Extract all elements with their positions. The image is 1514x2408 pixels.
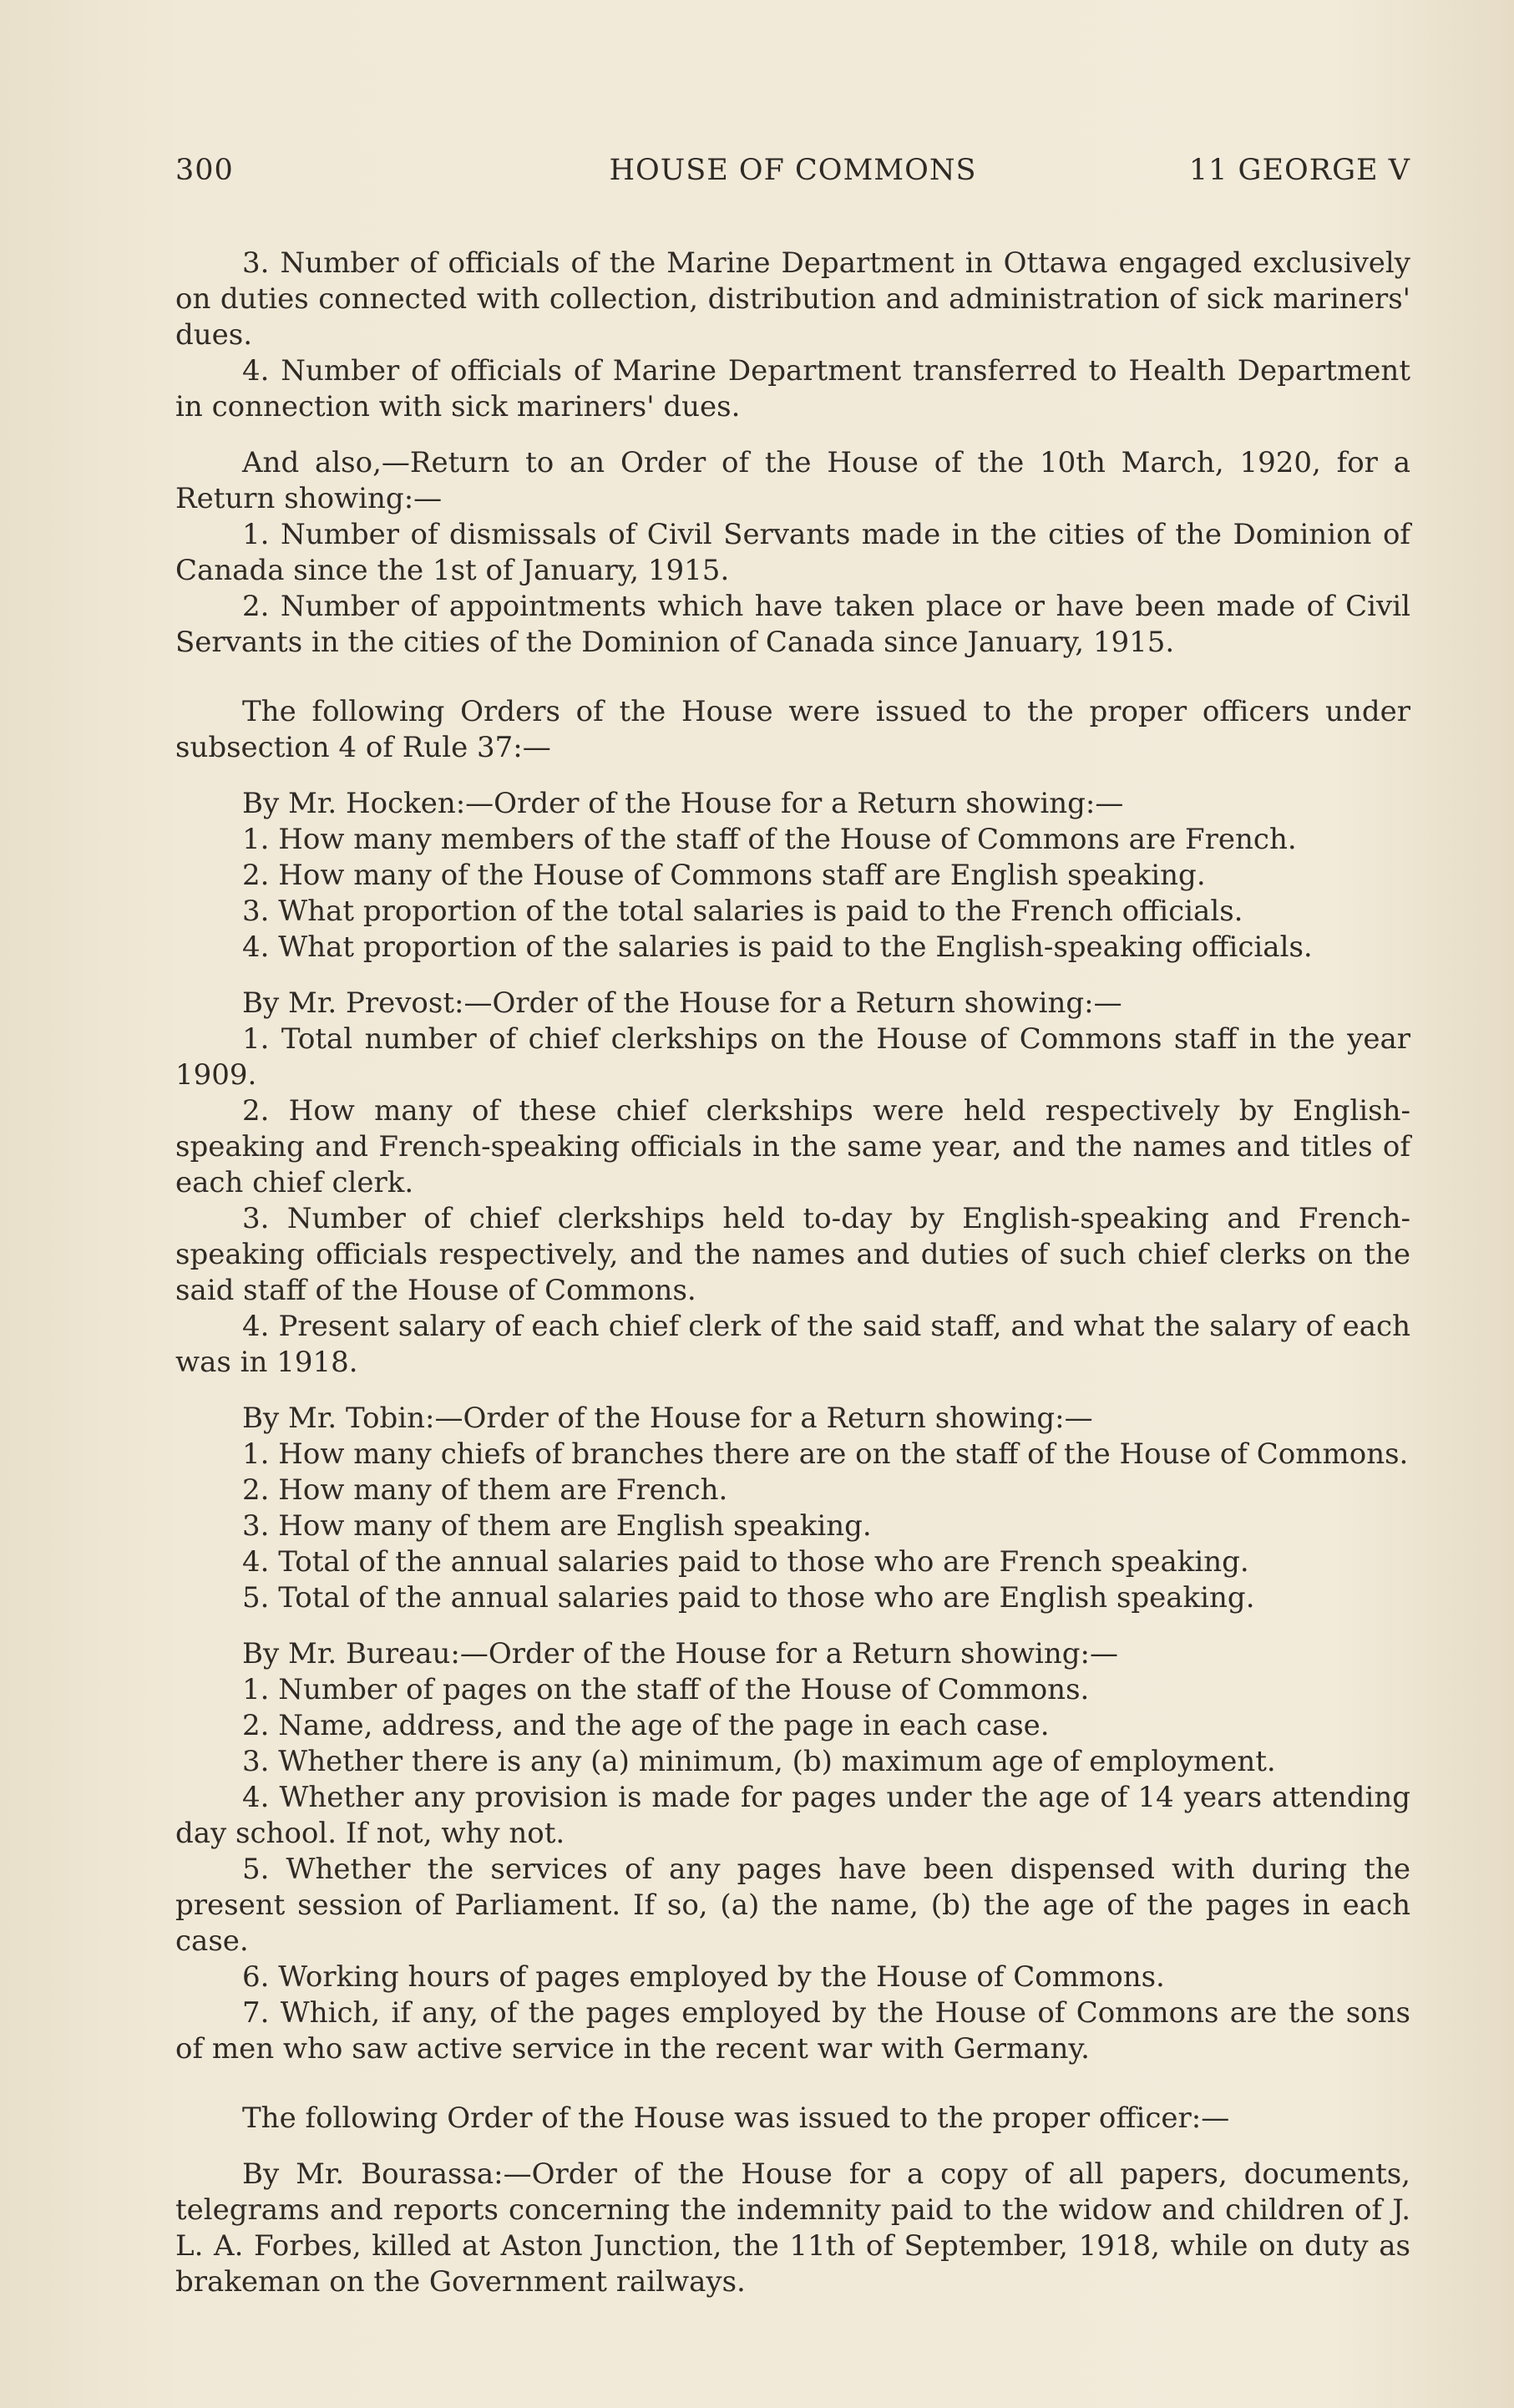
bureau-item-1: 1. Number of pages on the staff of the House of Commons. (242, 1673, 1090, 1706)
page-number: 300 (175, 154, 234, 187)
page-body (175, 246, 1410, 2300)
bureau-item-6: 6. Working hours of pages employed by the House of Commons. (242, 1960, 1165, 1994)
bureau-item-3: 3. Whether there is any (a) minimum, (b) maximum age of employment. (242, 1745, 1276, 1778)
bureau-item-2: 2. Name, address, and the age of the page in each case. (242, 1709, 1050, 1742)
prevost-intro: By Mr. Prevost:—Order of the House for a Return showing:— (242, 986, 1122, 1020)
hocken-item-3: 3. What proportion of the total salaries is paid to the French officials. (242, 895, 1243, 928)
bureau-item-7: 7. Which, if any, of the pages employed by the House of Commons are the sons of men who saw active service in the recent war with Germany. (175, 1996, 1410, 2066)
prevost-item-3: 3. Number of chief clerkships held to-day by English-speaking and French-speaking officials respectively, and the names and duties of such chief clerks on the said staff of the House of Commons. (175, 1202, 1410, 1307)
tobin-item-3: 3. How many of them are English speaking. (242, 1509, 872, 1543)
running-header (175, 154, 1410, 195)
bureau-item-5: 5. Whether the services of any pages have been dispensed with during the present session of Parliament. If so, (a) the name, (b) the age of the pages in each case. (175, 1853, 1410, 1958)
tobin-item-2: 2. How many of them are French. (242, 1473, 728, 1507)
return-1-item-4: 4. Number of officials of Marine Department transferred to Health Department in connection with sick mariners' dues. (175, 354, 1410, 423)
tobin-item-1: 1. How many chiefs of branches there are on the staff of the House of Commons. (242, 1437, 1409, 1471)
regnal-year: 11 GEORGE V (1188, 154, 1410, 187)
hocken-item-1: 1. How many members of the staff of the House of Commons are French. (242, 823, 1297, 856)
hocken-item-4: 4. What proportion of the salaries is paid to the English-speaking officials. (242, 930, 1313, 964)
return-2-intro: And also,—Return to an Order of the House of the 10th March, 1920, for a Return showing:— (175, 446, 1410, 515)
prevost-item-4: 4. Present salary of each chief clerk of the said staff, and what the salary of each was in 1918. (175, 1310, 1410, 1379)
prevost-item-1: 1. Total number of chief clerkships on the House of Commons staff in the year 1909. (175, 1022, 1410, 1092)
tobin-item-5: 5. Total of the annual salaries paid to those who are English speaking. (242, 1581, 1255, 1615)
orders-intro: The following Orders of the House were issued to the proper officers under subsection 4 of Rule 37:— (175, 695, 1410, 764)
bureau-intro: By Mr. Bureau:—Order of the House for a Return showing:— (242, 1637, 1118, 1670)
hocken-intro: By Mr. Hocken:—Order of the House for a Return showing:— (242, 787, 1124, 820)
running-title: HOUSE OF COMMONS (609, 154, 977, 187)
bureau-item-4: 4. Whether any provision is made for pages under the age of 14 years attending day school. If not, why not. (175, 1781, 1410, 1850)
return-2-item-2: 2. Number of appointments which have taken place or have been made of Civil Servants in the cities of the Dominion of Canada since January, 1915. (175, 590, 1410, 659)
tobin-item-4: 4. Total of the annual salaries paid to those who are French speaking. (242, 1545, 1249, 1579)
order-intro: The following Order of the House was issued to the proper officer:— (242, 2101, 1230, 2135)
prevost-item-2: 2. How many of these chief clerkships were held respectively by English-speaking and French-speaking officials in the same year, and the names and titles of each chief clerk. (175, 1094, 1410, 1199)
return-1-item-3: 3. Number of officials of the Marine Department in Ottawa engaged exclusively on duties connected with collection, distribution and administration of sick mariners' dues. (175, 246, 1410, 352)
return-2-item-1: 1. Number of dismissals of Civil Servants made in the cities of the Dominion of Canada since the 1st of January, 1915. (175, 518, 1410, 587)
bourassa-order: By Mr. Bourassa:—Order of the House for a copy of all papers, documents, telegrams and reports concerning the indemnity paid to the widow and children of J. L. A. Forbes, killed at Aston Junction, the 11th of September, 1918, while on duty as brakeman on the Government railways. (175, 2157, 1410, 2299)
tobin-intro: By Mr. Tobin:—Order of the House for a Return showing:— (242, 1402, 1093, 1435)
hocken-item-2: 2. How many of the House of Commons staff are English speaking. (242, 859, 1206, 892)
